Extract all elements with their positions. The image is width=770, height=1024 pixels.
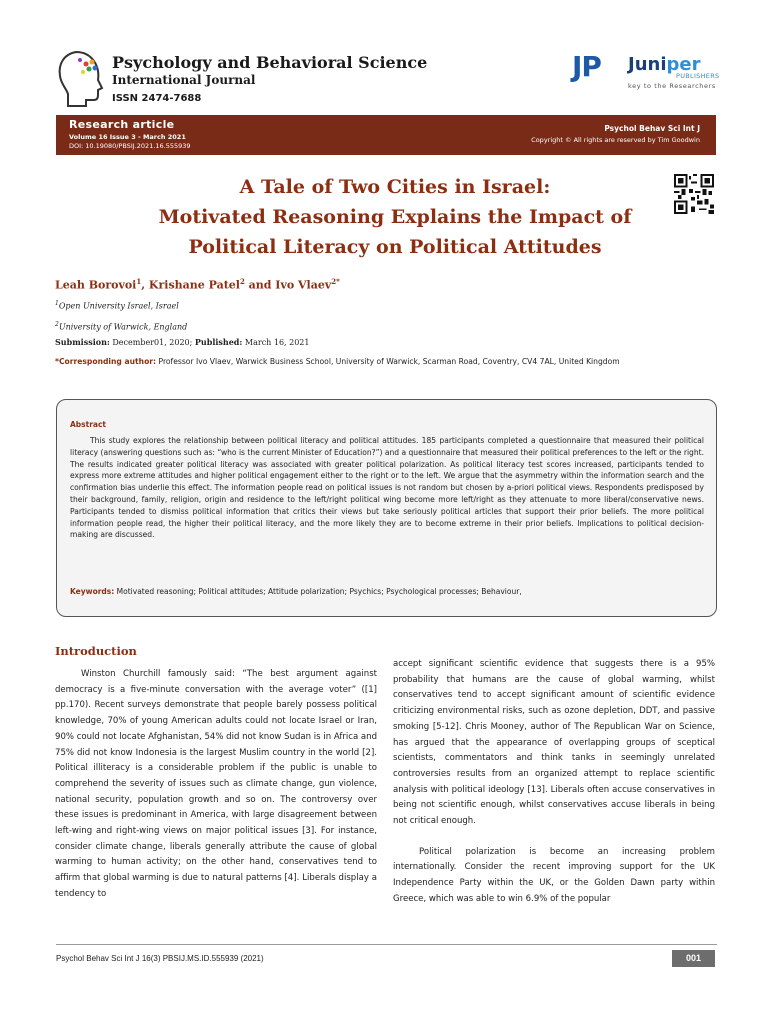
journal-logo-icon: [56, 48, 108, 110]
publisher-name: Juniper: [628, 54, 701, 75]
submission-date: December01, 2020;: [109, 338, 195, 347]
qr-code-icon[interactable]: [674, 174, 714, 214]
affiliation-marker: 2: [55, 321, 59, 328]
body-column-left: [55, 667, 377, 903]
journal-abbrev: Psychol Behav Sci Int J: [604, 124, 700, 133]
article-title: [60, 172, 730, 262]
paragraph: Political polarization is become an increasing problem internationally. Consider the recent improving support for the UK Independence Party within the UK, or the Golden Dawn party within Greece, which was able to win 6.9% of the popular: [393, 846, 715, 904]
publisher-sub: PUBLISHERS: [676, 72, 720, 80]
corresponding-label: *Corresponding author:: [55, 357, 157, 366]
title-line-1: A Tale of Two Cities in Israel:: [239, 176, 551, 198]
keywords-label: Keywords:: [70, 587, 115, 596]
copyright: Copyright © All rights are reserved by Tim Goodwin: [531, 136, 700, 144]
author-name: Leah Borovoi: [55, 278, 137, 292]
title-line-3: Political Literacy on Political Attitudes: [188, 236, 602, 258]
footer-divider: [56, 944, 717, 945]
affiliation-text: Open University Israel, Israel: [58, 301, 179, 311]
publisher-monogram: JP: [572, 50, 601, 83]
title-line-2: Motivated Reasoning Explains the Impact of: [158, 206, 632, 228]
author-list: [55, 277, 340, 292]
keywords-text: Motivated reasoning; Political attitudes; Attitude polarization; Psychics; Psychological processes; Behaviour,: [114, 587, 522, 596]
published-label: Published:: [194, 337, 243, 347]
paragraph: Winston Churchill famously said: “The best argument against democracy is a five-minute conversation with the average voter” ([1] pp.170). Recent surveys demonstrate that people barely possess political knowledge, 70% of young American adults could not locate Israel or Iran, 90% could not locate Afghanistan, 54% did not know Sudan is in Africa and 75% did not know Indonesia is the largest Muslim country in the world [2]. Political illiteracy is a considerable problem if the public is unable to comprehend the severity of issues such as climate change, gun violence, national security, population growth and so on. The controversy over these issues is predominant in America, with large disagreement between left-wing and right-wing views on major political issues [3]. For instance, consider climate change, liberals generally attribute the cause of global warming to human activity; on the other hand, conservatives tend to affirm that global warming is due to natural patterns [4]. Liberals display a tendency to: [55, 669, 378, 899]
author-affil-marker: 2: [239, 277, 245, 286]
footer-citation: Psychol Behav Sci Int J 16(3) PBSIJ.MS.ID.555939 (2021): [56, 954, 264, 963]
submission-label: Submission:: [55, 337, 110, 347]
volume-info: Volume 16 Issue 3 - March 2021: [69, 133, 186, 141]
journal-issn: ISSN 2474-7688: [112, 93, 202, 104]
abstract-box: [56, 399, 717, 617]
affiliation-1: [55, 300, 179, 311]
author-affil-marker: 2*: [331, 277, 340, 286]
journal-subtitle: International Journal: [112, 73, 256, 87]
article-banner: [56, 115, 716, 155]
paragraph: accept significant scientific evidence that suggests there is a 95% probability that humans are the cause of global warming, whilst conservatives tend to accept significant amount of scientific evidence criticizing environmental risks, such as ozone depletion, DDT, and passive smoking [5-12]. Chris Mooney, author of The Republican War on Science, has argued that the appearance of overlapping groups of sceptical scientists, commentators and think tanks in seemingly unrelated controversies results from an organized attempt to replace scientific analysis with political ideology [13]. Liberals often accuse conservatives in being not scientific enough, whilst conservatives accuse liberals in being not critical enough.: [393, 659, 715, 827]
author-affil-marker: 1: [136, 277, 142, 286]
affiliation-text: University of Warwick, England: [58, 322, 188, 332]
dates: [55, 337, 310, 347]
doi-link[interactable]: DOI: 10.19080/PBSIJ.2021.16.555939: [69, 142, 191, 150]
published-date: March 16, 2021: [242, 338, 310, 347]
article-type: Research article: [69, 118, 175, 131]
corresponding-author: [55, 357, 620, 366]
affiliation-2: [55, 321, 187, 332]
publisher-tagline: key to the Researchers: [628, 82, 716, 90]
keywords: [70, 587, 522, 596]
abstract-heading: Abstract: [70, 420, 107, 429]
journal-name: Psychology and Behavioral Science: [112, 53, 428, 72]
author-name: , Krishane Patel: [141, 278, 240, 292]
abstract-text: This study explores the relationship between political literacy and political attitudes. 185 participants completed a questionnaire that measured their political literacy (answering questions such as: “who is the current Minister of Education?”) and a questionnaire that measured their political preferences to the left or the right. The results indicated greater political literacy was associated with greater political polarization. As political literacy test scores increased, participants tended to express more extreme attitudes and higher political engagement either to the right or to the left. We argue that the asymmetry within the information search and the confirmation bias underlie this effect. The information people read on political issues is not random but chosen by a-priori political views. Respondents predisposed by their background, family, religion, origin and residence to the left/right political wing become more left/right as they attenuate to more liberal/conservative news. Participants tended to dismiss political information that critics their views but take seriously political articles that support their prior beliefs. The more political information people read, the higher their political literacy, and the more likely they are to become extreme in their prior beliefs. Implications to political decision-making are discussed.: [70, 436, 704, 540]
body-column-right: [393, 657, 715, 908]
author-name: and Ivo Vlaev: [244, 278, 332, 292]
section-heading-introduction: Introduction: [55, 644, 137, 658]
affiliation-marker: 1: [55, 300, 59, 307]
page-number: 001: [672, 950, 715, 967]
corresponding-text: Professor Ivo Vlaev, Warwick Business School, University of Warwick, Scarman Road, Coventry, CV4 7AL, United Kingdom: [156, 357, 620, 366]
